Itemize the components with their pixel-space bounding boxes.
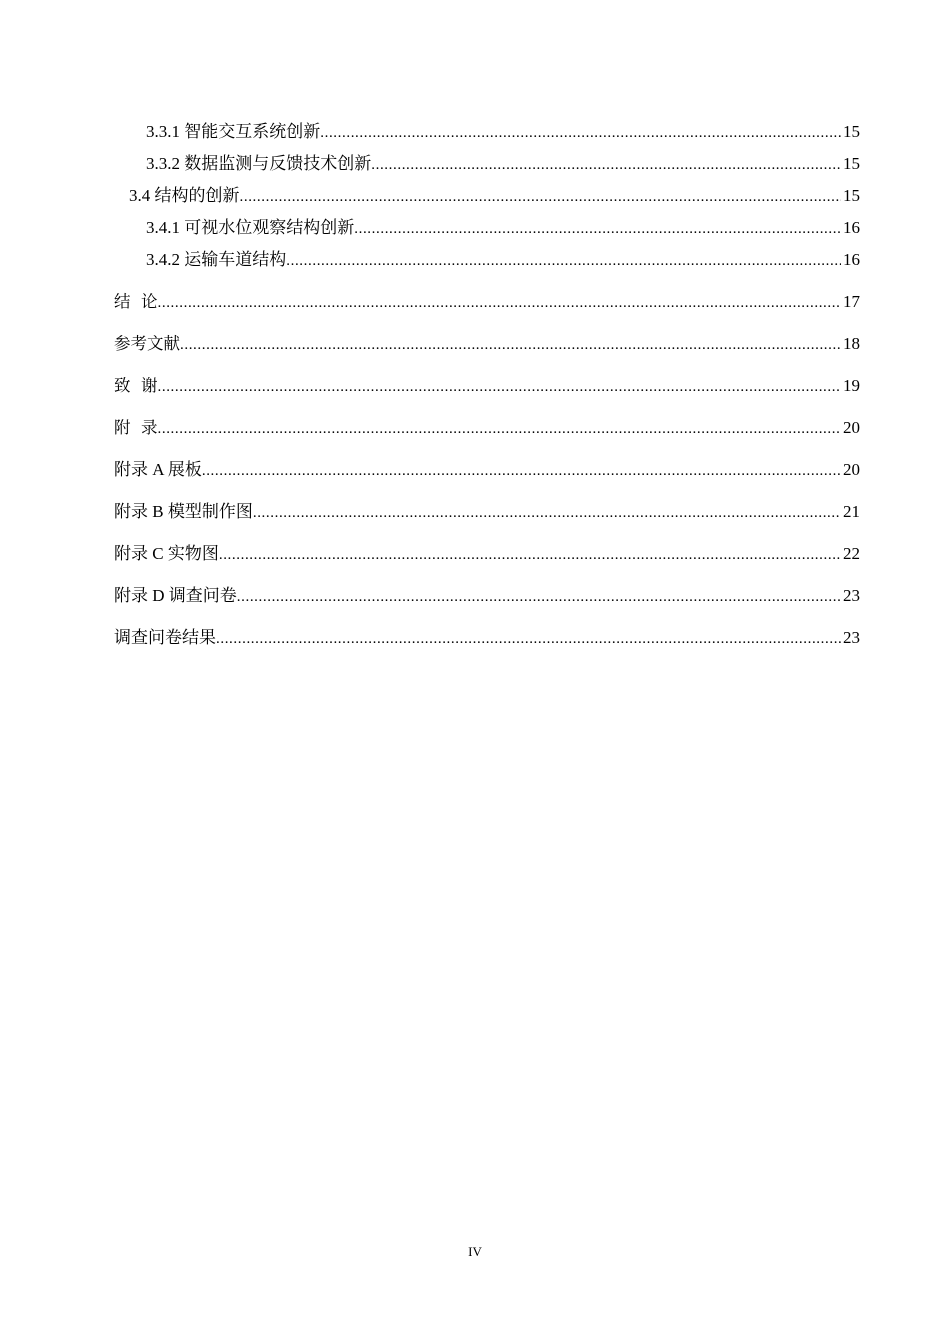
dot-leader	[158, 412, 842, 444]
toc-entry[interactable]	[114, 412, 860, 444]
toc-entry[interactable]	[114, 212, 860, 244]
page-number: IV	[468, 1244, 482, 1259]
toc-entry[interactable]	[114, 244, 860, 276]
toc-entry-page: 20	[843, 418, 860, 437]
dot-leader	[237, 580, 841, 612]
dot-leader	[240, 180, 842, 212]
toc-entry-title: 附录 D 调查问卷	[114, 586, 237, 605]
dot-leader	[158, 370, 842, 402]
dot-leader	[320, 116, 841, 148]
toc-entry-title: 3.4 结构的创新	[129, 186, 240, 205]
toc-entry-title: 调查问卷结果	[114, 628, 216, 647]
toc-entry-title: 附录 B 模型制作图	[114, 502, 253, 521]
toc-entry[interactable]	[114, 496, 860, 528]
toc-entry-page: 15	[843, 154, 860, 173]
dot-leader	[253, 496, 841, 528]
toc-entry-page: 23	[843, 628, 860, 647]
toc-entry-page: 17	[843, 292, 860, 311]
toc-entry-title: 3.3.2 数据监测与反馈技术创新	[146, 154, 372, 173]
toc-entry-page: 23	[843, 586, 860, 605]
toc-entry-page: 19	[843, 376, 860, 395]
toc-entry-title: 致 谢	[114, 376, 158, 395]
toc-entry[interactable]	[114, 454, 860, 486]
toc-entry-page: 22	[843, 544, 860, 563]
toc-entry-title: 3.4.1 可视水位观察结构创新	[146, 218, 355, 237]
toc-entry-page: 15	[843, 122, 860, 141]
toc-entry-page: 21	[843, 502, 860, 521]
toc-entry[interactable]	[114, 370, 860, 402]
toc-entry-title: 参考文献	[114, 334, 180, 353]
toc-entry[interactable]	[114, 286, 860, 318]
toc-entry[interactable]	[114, 538, 860, 570]
toc-entry[interactable]	[114, 180, 860, 212]
dot-leader	[371, 148, 841, 180]
dot-leader	[180, 328, 841, 360]
toc-entry-page: 15	[843, 186, 860, 205]
table-of-contents	[114, 116, 860, 654]
toc-entry[interactable]	[114, 328, 860, 360]
dot-leader	[286, 244, 841, 276]
dot-leader	[219, 538, 841, 570]
toc-entry-title: 附录 A 展板	[114, 460, 202, 479]
toc-entry-title: 结 论	[114, 292, 158, 311]
dot-leader	[158, 286, 842, 318]
dot-leader	[202, 454, 841, 486]
toc-entry[interactable]	[114, 148, 860, 180]
toc-entry-page: 18	[843, 334, 860, 353]
toc-entry[interactable]	[114, 580, 860, 612]
toc-entry-title: 附 录	[114, 418, 158, 437]
dot-leader	[354, 212, 841, 244]
toc-entry-page: 16	[843, 218, 860, 237]
toc-entry-title: 附录 C 实物图	[114, 544, 219, 563]
toc-entry-page: 16	[843, 250, 860, 269]
toc-entry-page: 20	[843, 460, 860, 479]
toc-entry[interactable]	[114, 622, 860, 654]
toc-entry-title: 3.3.1 智能交互系统创新	[146, 122, 321, 141]
toc-entry[interactable]	[114, 116, 860, 148]
dot-leader	[216, 622, 841, 654]
toc-entry-title: 3.4.2 运输车道结构	[146, 250, 287, 269]
